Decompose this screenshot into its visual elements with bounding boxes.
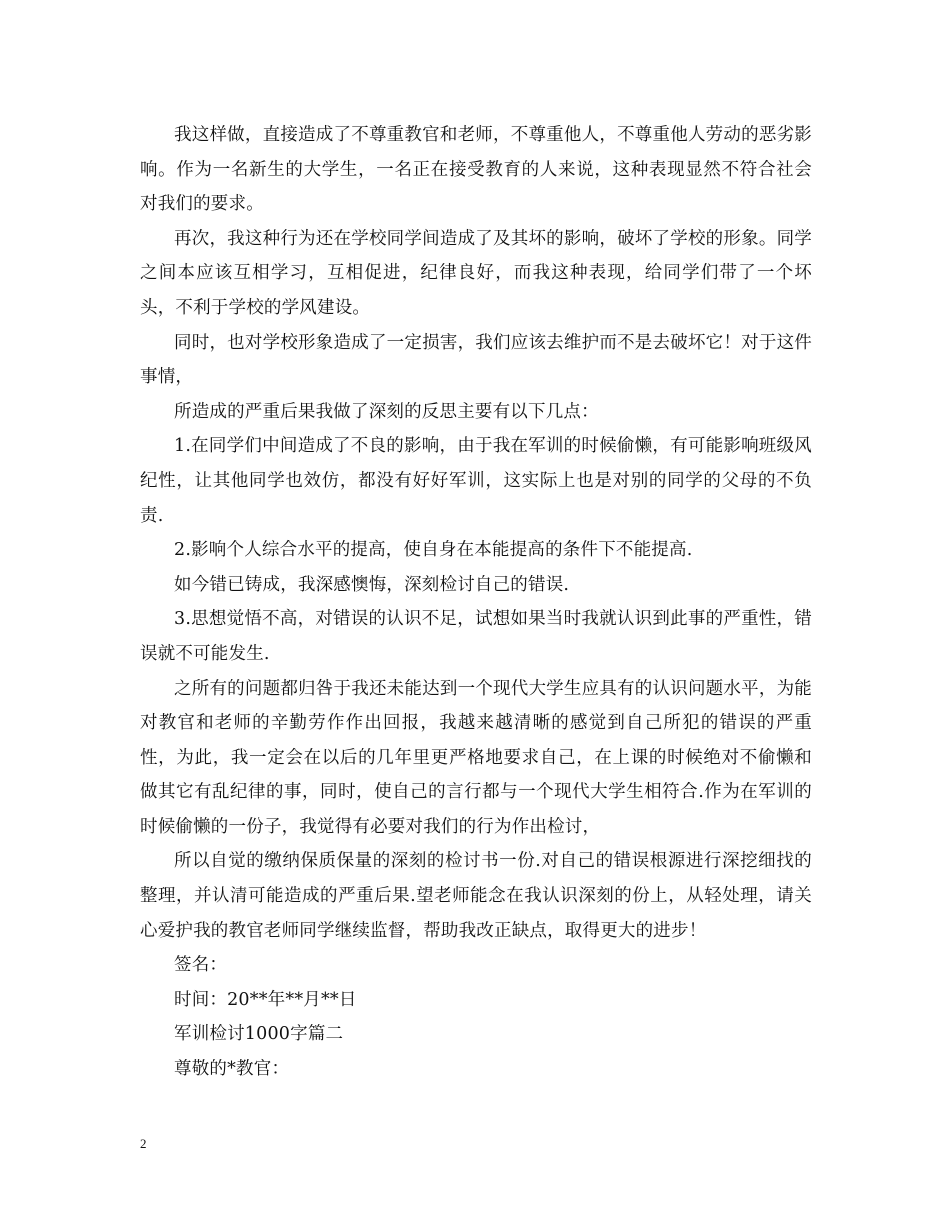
paragraph: 2.影响个人综合水平的提高，使自身在本能提高的条件下不能提高. (174, 540, 693, 561)
paragraph: 所以自觉的缴纳保质保量的深刻的检讨书一份.对自己的错误根源进行深挖细找的整理，并认清可能造成的严重后果.望老师能念在我认识深刻的份上，从轻处理，请关心爱护我的教官老师同学继续监督，帮助我改正缺点，取得更大的进步！ (140, 851, 812, 941)
date-line: 时间：20**年**月**日 (174, 989, 357, 1010)
paragraph: 如今错已铸成，我深感懊悔，深刻检讨自己的错误. (174, 574, 570, 595)
salutation: 尊敬的*教官： (174, 1059, 290, 1080)
paragraph: 再次，我这种行为还在学校同学间造成了及其坏的影响，破坏了学校的形象。同学之间本应该互相学习，互相促进，纪律良好，而我这种表现，给同学们带了一个坏头，不利于学校的学风建设。 (140, 228, 812, 318)
page-number: 2 (140, 1136, 147, 1151)
document-body (140, 118, 812, 1087)
paragraph: 1.在同学们中间造成了不良的影响，由于我在军训的时候偷懒，有可能影响班级风纪性，让其他同学也效仿，都没有好好军训，这实际上也是对别的同学的父母的不负责. (140, 436, 812, 526)
section-heading: 军训检讨1000字篇二 (174, 1024, 344, 1045)
paragraph: 我这样做，直接造成了不尊重教官和老师，不尊重他人，不尊重他人劳动的恶劣影响。作为一名新生的大学生，一名正在接受教育的人来说，这种表现显然不符合社会对我们的要求。 (140, 125, 812, 215)
paragraph: 3.思想觉悟不高，对错误的认识不足，试想如果当时我就认识到此事的严重性，错误就不可能发生. (140, 609, 812, 664)
paragraph: 之所有的问题都归咎于我还未能达到一个现代大学生应具有的认识问题水平，为能对教官和老师的辛勤劳作作出回报，我越来越清晰的感觉到自己所犯的错误的严重性，为此，我一定会在以后的几年里更严格地要求自己，在上课的时候绝对不偷懒和做其它有乱纪律的事，同时，使自己的言行都与一个现代大学生相符合.作为在军训的时候偷懒的一份子，我觉得有必要对我们的行为作出检讨， (140, 678, 812, 837)
signature-label: 签名： (174, 955, 228, 976)
paragraph: 同时，也对学校形象造成了一定损害，我们应该去维护而不是去破坏它！对于这件事情， (140, 332, 812, 388)
paragraph: 所造成的严重后果我做了深刻的反思主要有以下几点： (174, 401, 599, 422)
